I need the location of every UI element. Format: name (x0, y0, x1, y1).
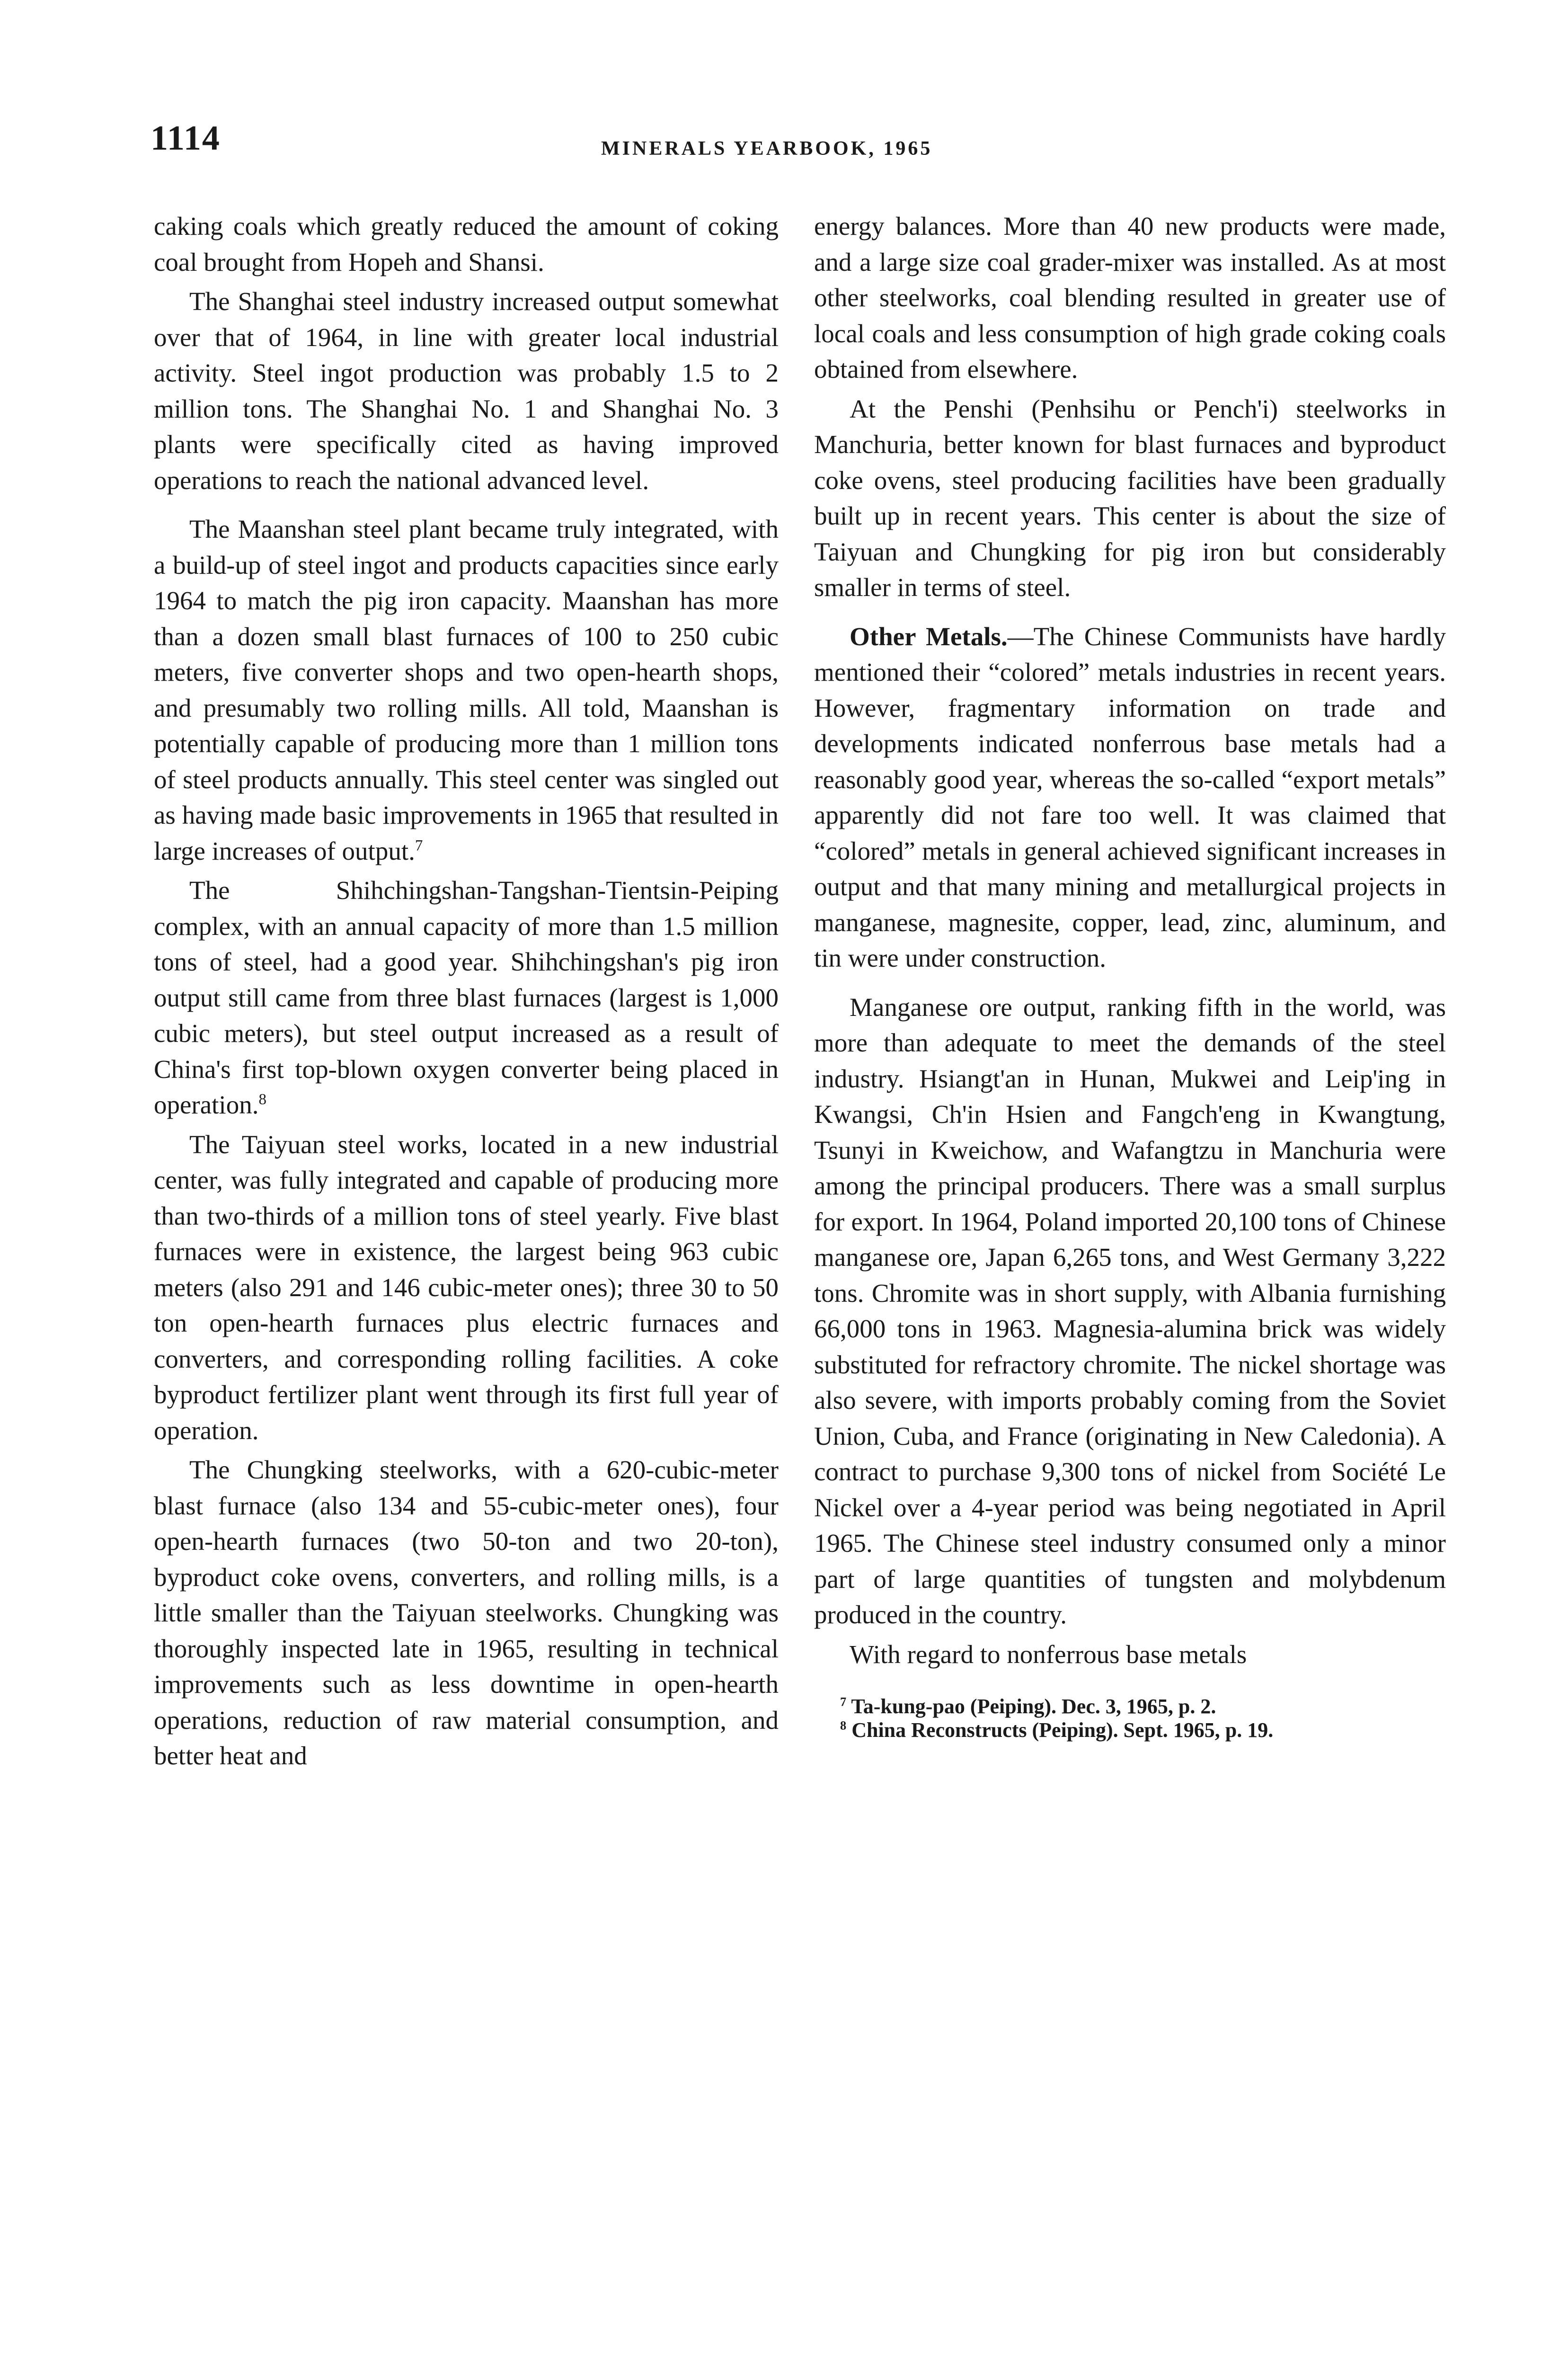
running-title: MINERALS YEARBOOK, 1965 (601, 138, 933, 160)
paragraph-taiyuan: The Taiyuan steel works, located in a new industrial center, was fully integrated and capable of producing more than two-thirds of a million tons of steel yearly. Five blast furnaces were in existence, the largest being 963 cubic meters (also 291 and 146 cubic-meter ones); three 30 to 50 ton open-hearth furnaces plus electric furnaces and converters, and corresponding rolling facilities. A coke byproduct fertilizer plant went through its first full year of operation. (154, 1130, 779, 1445)
footnote-8-text: China Reconstructs (Peiping). Sept. 1965, p. 19. (851, 1718, 1274, 1742)
paragraph-other-metals-text: —The Chinese Communists have hardly mentioned their “colored” metals industries in recent years. However, fragmentary information on trade and developments indicated nonferrous base metals had a reasonably good year, whereas the so-called “export metals” apparently did not fare too well. It was claimed that “colored” metals in general achieved significant increases in output and that many mining and metallurgical projects in manganese, magnesite, copper, lead, zinc, aluminum, and tin were under construction. (814, 622, 1446, 972)
paragraph-nonferrous: With regard to nonferrous base metals (850, 1639, 1247, 1669)
footnote-mark-7: 7 (840, 1694, 847, 1709)
section-heading-other-metals: Other Metals. (850, 622, 1008, 651)
footnote-ref-7: 7 (415, 837, 423, 854)
left-column (154, 208, 779, 1774)
footnote-mark-8: 8 (840, 1718, 847, 1733)
paragraph-energy-balances: energy balances. More than 40 new products were made, and a large size coal grader-mixer was installed. As at most other steelworks, coal blending resulted in greater use of local coals and less consumption of high grade coking coals obtained from elsewhere. (814, 212, 1446, 383)
paragraph-maanshan (154, 511, 779, 869)
paragraph-shihchingshan-text: The Shihchingshan-Tangshan-Tientsin-Peiping complex, with an annual capacity of more than 1.5 million tons of steel, had a good year. Shihchingshan's pig iron output still came from three blast furnaces (largest is 1,000 cubic meters), but steel output increased as a result of China's first top-blown oxygen converter being placed in operation. (154, 876, 779, 1119)
footnote-7-text: Ta-kung-pao (Peiping). Dec. 3, 1965, p. 2. (851, 1695, 1216, 1718)
paragraph-shanghai: The Shanghai steel industry increased output somewhat over that of 1964, in line with greater local industrial activity. Steel ingot production was probably 1.5 to 2 million tons. The Shanghai No. 1 and Shanghai No. 3 plants were specifically cited as having improved operations to reach the national advanced level. (154, 287, 779, 495)
paragraph-chungking: The Chungking steelworks, with a 620-cubic-meter blast furnace (also 134 and 55-cubic-meter ones), four open-hearth furnaces (two 50-ton and two 20-ton), byproduct coke ovens, converters, and rolling mills, is a little smaller than the Taiyuan steelworks. Chungking was thoroughly inspected late in 1965, resulting in technical improvements such as less downtime in open-hearth operations, reduction of raw material consumption, and better heat and (154, 1455, 779, 1770)
page-number: 1114 (151, 119, 221, 158)
paragraph-coking-coals: caking coals which greatly reduced the amount of coking coal brought from Hopeh and Shansi. (154, 212, 779, 276)
paragraph-shihchingshan (154, 872, 779, 1123)
footnotes (814, 1695, 1446, 1742)
paragraph-penshi: At the Penshi (Penhsihu or Pench'i) steelworks in Manchuria, better known for blast furnaces and byproduct coke ovens, steel producing facilities have been gradually built up in recent years. This center is about the size of Taiyuan and Chungking for pig iron but considerably smaller in terms of steel. (814, 394, 1446, 602)
footnote-7 (814, 1695, 1446, 1718)
paragraph-other-metals (814, 619, 1446, 976)
footnote-8 (814, 1718, 1446, 1742)
paragraph-maanshan-text: The Maanshan steel plant became truly integrated, with a build-up of steel ingot and products capacities since early 1964 to match the pig iron capacity. Maanshan has more than a dozen small blast furnaces of 100 to 250 cubic meters, five converter shops and two open-hearth shops, and presumably two rolling mills. All told, Maanshan is potentially capable of producing more than 1 million tons of steel products annually. This steel center was singled out as having made basic improvements in 1965 that resulted in large increases of output. (154, 515, 779, 865)
footnote-ref-8: 8 (258, 1091, 266, 1108)
right-column (814, 208, 1446, 1742)
paragraph-manganese: Manganese ore output, ranking fifth in the world, was more than adequate to meet the demands of the steel industry. Hsiangt'an in Hunan, Mukwei and Leip'ing in Kwangsi, Ch'in Hsien and Fangch'eng in Kwangtung, Tsunyi in Kweichow, and Wafangtzu in Manchuria were among the principal producers. There was a small surplus for export. In 1964, Poland imported 20,100 tons of Chinese manganese ore, Japan 6,265 tons, and West Germany 3,222 tons. Chromite was in short supply, with Albania furnishing 66,000 tons in 1963. Magnesia-alumina brick was widely substituted for refractory chromite. The nickel shortage was also severe, with imports probably coming from the Soviet Union, Cuba, and France (originating in New Caledonia). A contract to purchase 9,300 tons of nickel from Société Le Nickel over a 4-year period was being negotiated in April 1965. The Chinese steel industry consumed only a minor part of large quantities of tungsten and molybdenum produced in the country. (814, 992, 1446, 1629)
